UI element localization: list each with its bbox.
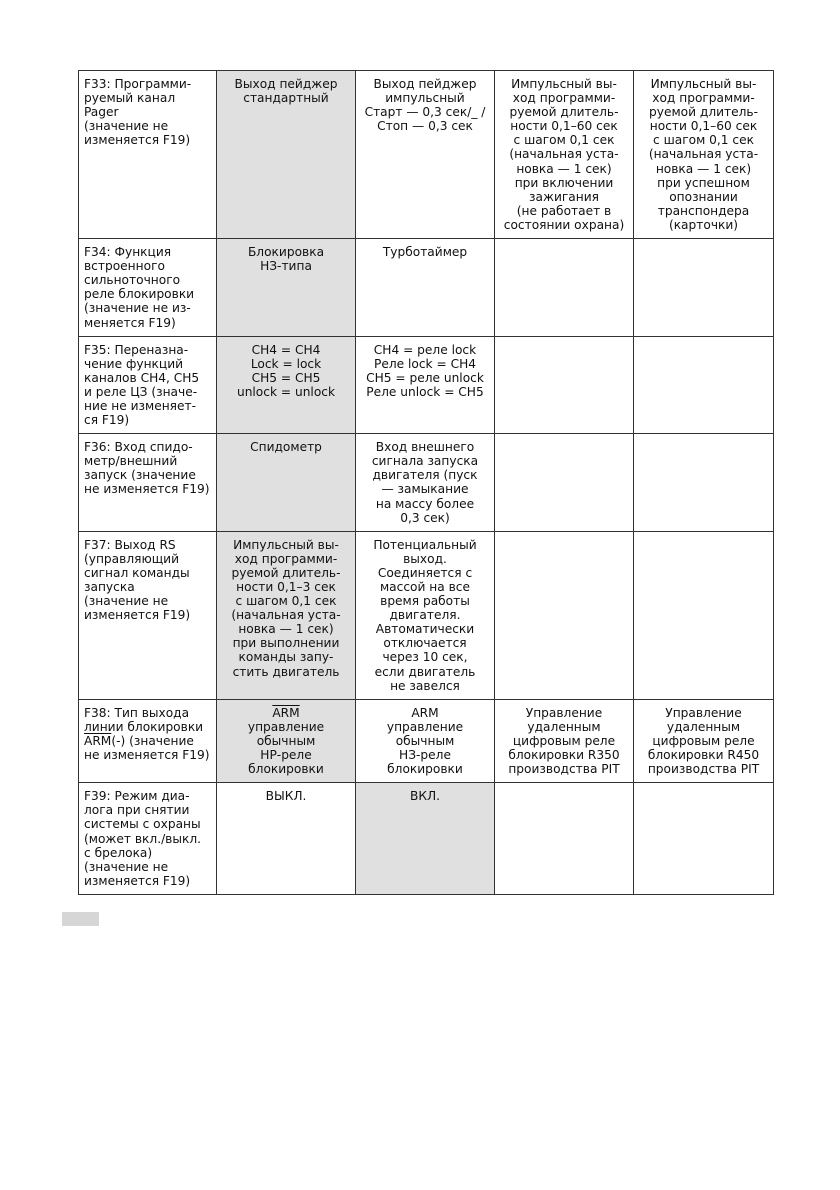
table-row-f33: [79, 71, 774, 239]
option-2-f35: CH4 = реле lock Реле lock = CH4 CH5 = реле unlock Реле unlock = CH5: [356, 336, 495, 434]
option-1-f35: CH4 = CH4 Lock = lock CH5 = CH5 unlock = unlock: [217, 336, 356, 434]
table-row-f38: [79, 699, 774, 782]
arm-overlined: $\overline{ARM}$: [84, 733, 112, 748]
option-2-f36: Вход внешнего сигнала запуска двигателя (пуск — замыкание на массу более 0,3 сек): [356, 434, 495, 532]
option-3-f38: Управление удаленным цифровым реле блокировки R350 производства PIT: [495, 699, 634, 782]
table-row-f39: [79, 783, 774, 895]
arm-minus-line: $\overline{ARM}(-)$ (значение: [84, 733, 194, 748]
option-2-f37: Потенциальный выход. Соединяется с массой на все время работы двигателя. Автоматически отключается через 10 сек, если двигатель не завелся: [356, 531, 495, 699]
function-name-f34: F34: Функция встроенного сильноточного реле блокировки (значение не из- меняется F19): [79, 239, 217, 337]
option-2-f38: ARM управление обычным НЗ-реле блокировки: [356, 699, 495, 782]
default-value-legend-swatch: [62, 912, 99, 926]
table-row-f34: [79, 239, 774, 337]
function-settings-table: [78, 70, 774, 895]
function-name-f33: F33: Программи- руемый канал Pager (значение не изменяется F19): [79, 71, 217, 239]
option-2-f33: Выход пейджер импульсный Старт — 0,3 сек/_ / Стоп — 0,3 сек: [356, 71, 495, 239]
function-name-f35: F35: Переназна- чение функций каналов CH4, CH5 и реле ЦЗ (значе- ние не изменяет- ся F19): [79, 336, 217, 434]
table-row-f37: [79, 531, 774, 699]
option-2-f34: Турботаймер: [356, 239, 495, 337]
option-3-f33: Импульсный вы- ход программи- руемой длитель- ности 0,1–60 сек с шагом 0,1 сек (начальная уста- новка — 1 сек) при включении зажигания (не работает в состоянии охрана): [495, 71, 634, 239]
option-1-f34: Блокировка НЗ-типа: [217, 239, 356, 337]
option-3-f39: [495, 783, 634, 895]
function-name-f37: F37: Выход RS (управляющий сигнал команды запуска (значение не изменяется F19): [79, 531, 217, 699]
function-name-f38: F38: Тип выхода линии блокировки $\overline{ARM}(-)$ (значение не изменяется F19): [79, 699, 217, 782]
option-3-f36: [495, 434, 634, 532]
option-1-f36: Спидометр: [217, 434, 356, 532]
option-2-f39: ВКЛ.: [356, 783, 495, 895]
option-1-f37: Импульсный вы- ход программи- руемой длитель- ности 0,1–3 сек с шагом 0,1 сек (начальная уста- новка — 1 сек) при выполнении команды запу- стить двигатель: [217, 531, 356, 699]
option-1-f33: Выход пейджер стандартный: [217, 71, 356, 239]
option-3-f37: [495, 531, 634, 699]
option-3-f34: [495, 239, 634, 337]
table-row-f36: [79, 434, 774, 532]
option-4-f36: [634, 434, 774, 532]
option-4-f39: [634, 783, 774, 895]
function-name-f39: F39: Режим диа- лога при снятии системы с охраны (может вкл./выкл. с брелока) (значение не изменяется F19): [79, 783, 217, 895]
option-4-f34: [634, 239, 774, 337]
option-1-f39: ВЫКЛ.: [217, 783, 356, 895]
function-name-f36: F36: Вход спидо- метр/внешний запуск (значение не изменяется F19): [79, 434, 217, 532]
option-1-f38: $\overline{ARM}$ управление обычным НР-реле блокировки: [217, 699, 356, 782]
option-4-f37: [634, 531, 774, 699]
table-row-f35: [79, 336, 774, 434]
option-3-f35: [495, 336, 634, 434]
option-4-f35: [634, 336, 774, 434]
option-4-f33: Импульсный вы- ход программи- руемой длитель- ности 0,1–60 сек с шагом 0,1 сек (начальная уста- новка — 1 сек) при успешном опознании транспондера (карточки): [634, 71, 774, 239]
option-4-f38: Управление удаленным цифровым реле блокировки R450 производства PIT: [634, 699, 774, 782]
